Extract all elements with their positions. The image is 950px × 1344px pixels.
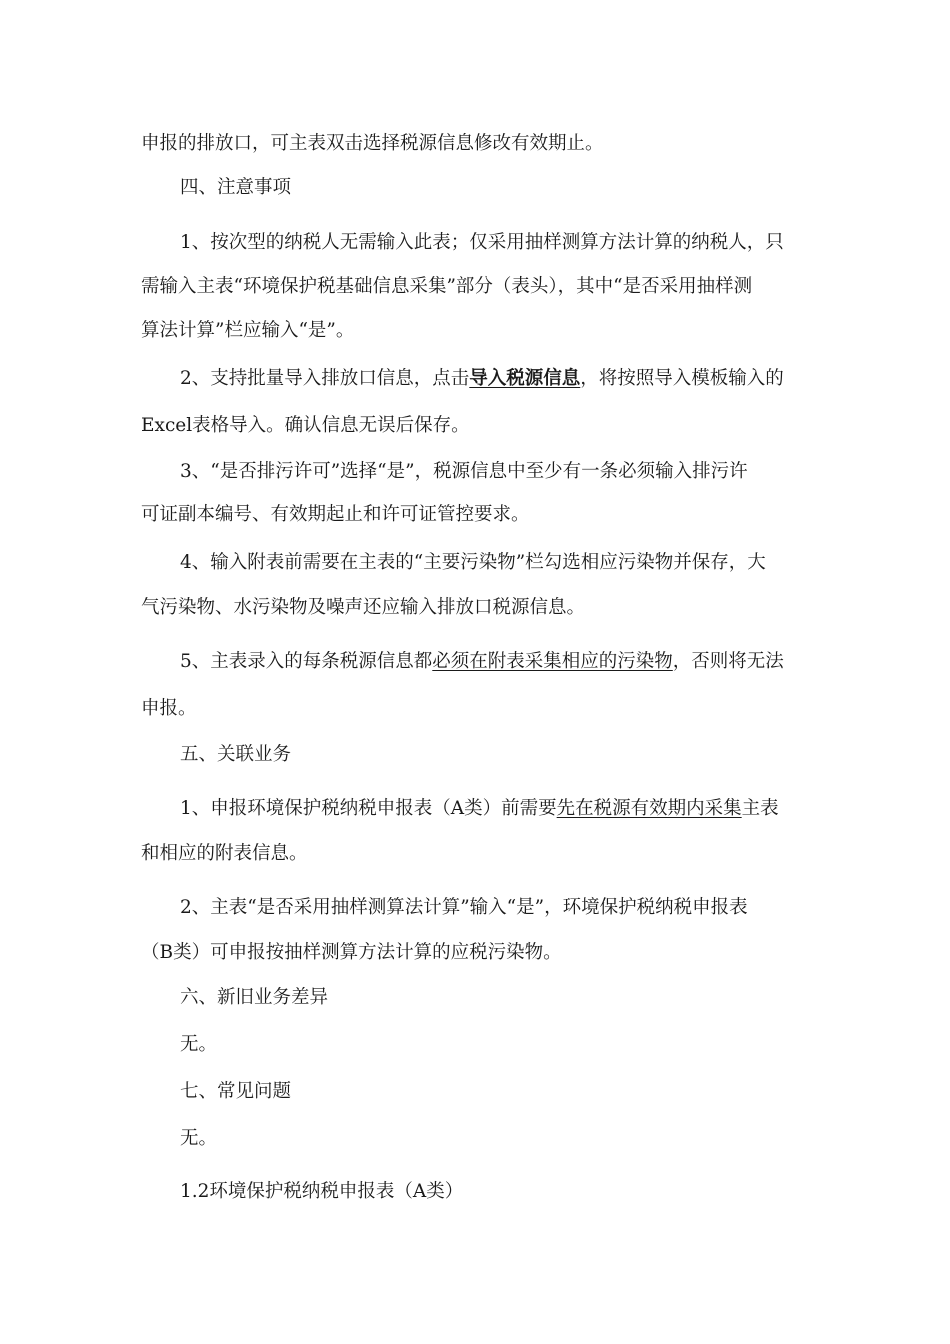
related-2-line-2: （B类）可申报按抽样测算方法计算的应税污染物。: [141, 942, 562, 963]
section-heading-diff: 六、新旧业务差异: [180, 987, 329, 1008]
emphasis-underline: 必须在附表采集相应的污染物: [432, 651, 673, 672]
import-tax-source-link[interactable]: 导入税源信息: [469, 368, 581, 389]
related-2-line-1: 2、主表“是否采用抽样测算法计算”输入“是”，环境保护税纳税申报表: [180, 897, 748, 918]
note-2-line-2: Excel表格导入。确认信息无误后保存。: [141, 415, 470, 436]
note-4-line-2: 气污染物、水污染物及噪声还应输入排放口税源信息。: [141, 597, 586, 618]
note-1-line-2: 需输入主表“环境保护税基础信息采集”部分（表头），其中“是否采用抽样测: [141, 276, 753, 297]
emphasis-underline: 先在税源有效期内采集: [556, 798, 742, 819]
section-heading-faq: 七、常见问题: [180, 1081, 292, 1102]
section-heading-related: 五、关联业务: [180, 744, 292, 765]
note-5-line-2: 申报。: [141, 698, 197, 719]
faq-none: 无。: [180, 1128, 218, 1149]
related-1-line-1: 1、申报环境保护税纳税申报表（A类）前需要先在税源有效期内采集主表: [180, 798, 779, 819]
subsection-title: 1.2环境保护税纳税申报表（A类）: [180, 1181, 464, 1202]
note-2-line-1: 2、支持批量导入排放口信息，点击导入税源信息，将按照导入模板输入的: [180, 368, 784, 389]
note-3-line-1: 3、“是否排污许可”选择“是”，税源信息中至少有一条必须输入排污许: [180, 461, 748, 482]
note-1-line-3: 算法计算”栏应输入“是”。: [141, 320, 355, 341]
note-1-line-1: 1、按次型的纳税人无需输入此表；仅采用抽样测算方法计算的纳税人，只: [180, 232, 784, 253]
section-heading-notes: 四、注意事项: [180, 177, 292, 198]
note-5-line-1: 5、主表录入的每条税源信息都必须在附表采集相应的污染物，否则将无法: [180, 651, 784, 672]
note-4-line-1: 4、输入附表前需要在主表的“主要污染物”栏勾选相应污染物并保存，大: [180, 552, 766, 573]
related-1-line-2: 和相应的附表信息。: [141, 843, 308, 864]
diff-none: 无。: [180, 1034, 218, 1055]
note-3-line-2: 可证副本编号、有效期起止和许可证管控要求。: [141, 504, 530, 525]
paragraph-line: 申报的排放口，可主表双击选择税源信息修改有效期止。: [141, 133, 604, 154]
